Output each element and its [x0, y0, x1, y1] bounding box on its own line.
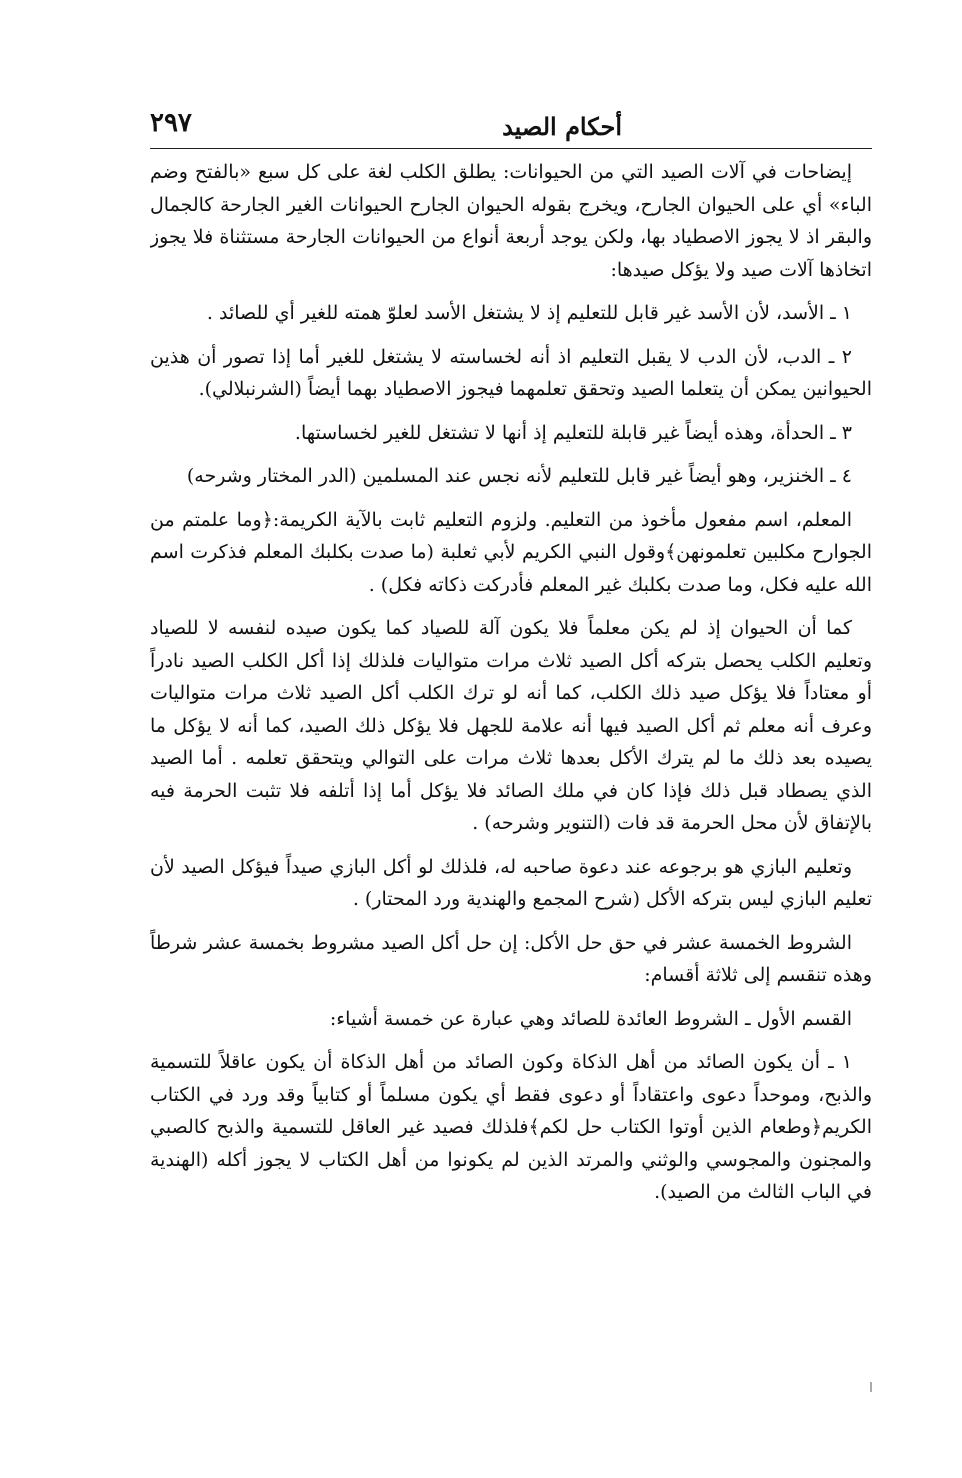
paragraph-falcon: وتعليم البازي هو برجوعه عند دعوة صاحبه له، فلذلك لو أكل البازي صيداً فيؤكل الصيد لأن تعليم البازي ليس بتركه الأكل (شرح المجمع والهندية ورد المحتار) . — [150, 855, 872, 910]
header-rule — [150, 148, 872, 149]
page-number: ٢٩٧ — [150, 108, 192, 138]
scan-mark — [870, 1382, 872, 1392]
paragraph-trained: المعلم، اسم مفعول مأخوذ من التعليم. ولزوم التعليم ثابت بالآية الكريمة:﴿وما علمتم من الجوارح مكلبين تعلمونهن﴾وقول النبي الكريم لأبي ثعلبة (ما صدت بكلبك المعلم فذكرت اسم الله عليه فكل، وما صدت بكلبك غير المعلم فأدركت ذكاته فكل) . — [150, 508, 872, 596]
paragraph-section-one: القسم الأول ـ الشروط العائدة للصائد وهي عبارة عن خمسة أشياء: — [329, 1007, 852, 1030]
list-item-pig: ٤ ـ الخنزير، وهو أيضاً غير قابل للتعليم لأنه نجس عند المسلمين (الدر المختار وشرحه) — [186, 465, 852, 487]
page-header — [150, 108, 872, 148]
list-item-kite: ٣ ـ الحدأة، وهذه أيضاً غير قابلة للتعليم إذ أنها لا تشتغل للغير لخساستها. — [294, 421, 852, 444]
paragraph-conditions: الشروط الخمسة عشر في حق حل الأكل: إن حل أكل الصيد مشروط بخمسة عشر شرطاً وهذه تنقسم إلى ثلاثة أقسام: — [150, 931, 872, 986]
list-item-lion: ١ ـ الأسد، لأن الأسد غير قابل للتعليم إذ لا يشتغل الأسد لعلوّ همته للغير أي للصائد . — [206, 302, 852, 324]
list-item-bear: ٢ ـ الدب، لأن الدب لا يقبل التعليم اذ أنه لخساسته لا يشتغل للغير أما إذا تصور أن هذين الحيوانين يمكن أن يتعلما الصيد وتحقق تعلمهما فيجوز الاصطياد بهما أيضاً (الشرنبلالي). — [150, 345, 872, 400]
paragraph-intro: إيضاحات في آلات الصيد التي من الحيوانات: يطلق الكلب لغة على كل سبع «بالفتح وضم الباء» أي على الحيوان الجارح، ويخرج بقوله الحيوان الجارح الحيوانات الغير الجارحة كالجمال والبقر اذ لا يجوز الاصطياد بها، ولكن يوجد أربعة أنواع من الحيوانات الجارحة مستثناة فلا يجوز اتخاذها آلات صيد ولا يؤكل صيدها: — [150, 161, 872, 281]
running-title: أحكام الصيد — [502, 112, 622, 141]
page-body — [150, 156, 872, 1356]
list-item-condition-one: ١ ـ أن يكون الصائد من أهل الذكاة وكون الصائد من أهل الذكاة أن يكون عاقلاً للتسمية والذبح، وموحداً دعوى واعتقاداً أو دعوى فقط أي يكون مسلماً أو كتابياً وقد ورد في الكتاب الكريم﴿وطعام الذين أوتوا الكتاب حل لكم﴾فلذلك فصيد غير العاقل للتسمية والذبح كالصبي والمجنون والمجوسي والوثني والمرتد الذين لم يكونوا من أهل الكتاب لا يجوز أكله (الهندية في الباب الثالث من الصيد). — [150, 1051, 872, 1203]
paragraph-training-dog: كما أن الحيوان إذ لم يكن معلماً فلا يكون آلة للصياد كما يكون صيده لنفسه لا للصياد وتعليم الكلب يحصل بتركه أكل الصيد ثلاث مرات متواليات فلذلك إذا أكل الكلب الصيد نادراً أو معتاداً فلا يؤكل صيد ذلك الكلب، كما أنه لو ترك الكلب أكل الصيد ثلاث مرات متواليات وعرف أنه معلم ثم أكل الصيد فيها أنه علامة للجهل فلا يؤكل ذلك الصيد، كما أنه لا يؤكل ما يصيده بعد ذلك ما لم يترك الأكل بعدها ثلاث مرات على التوالي ويتحقق تعلمه . أما الصيد الذي يصطاد قبل ذلك فإذا كان في ملك الصائد فلا يؤكل أما إذا أتلفه فلا تثبت الحرمة فيه بالإتفاق لأن محل الحرمة قد فات (التنوير وشرحه) . — [150, 617, 872, 834]
